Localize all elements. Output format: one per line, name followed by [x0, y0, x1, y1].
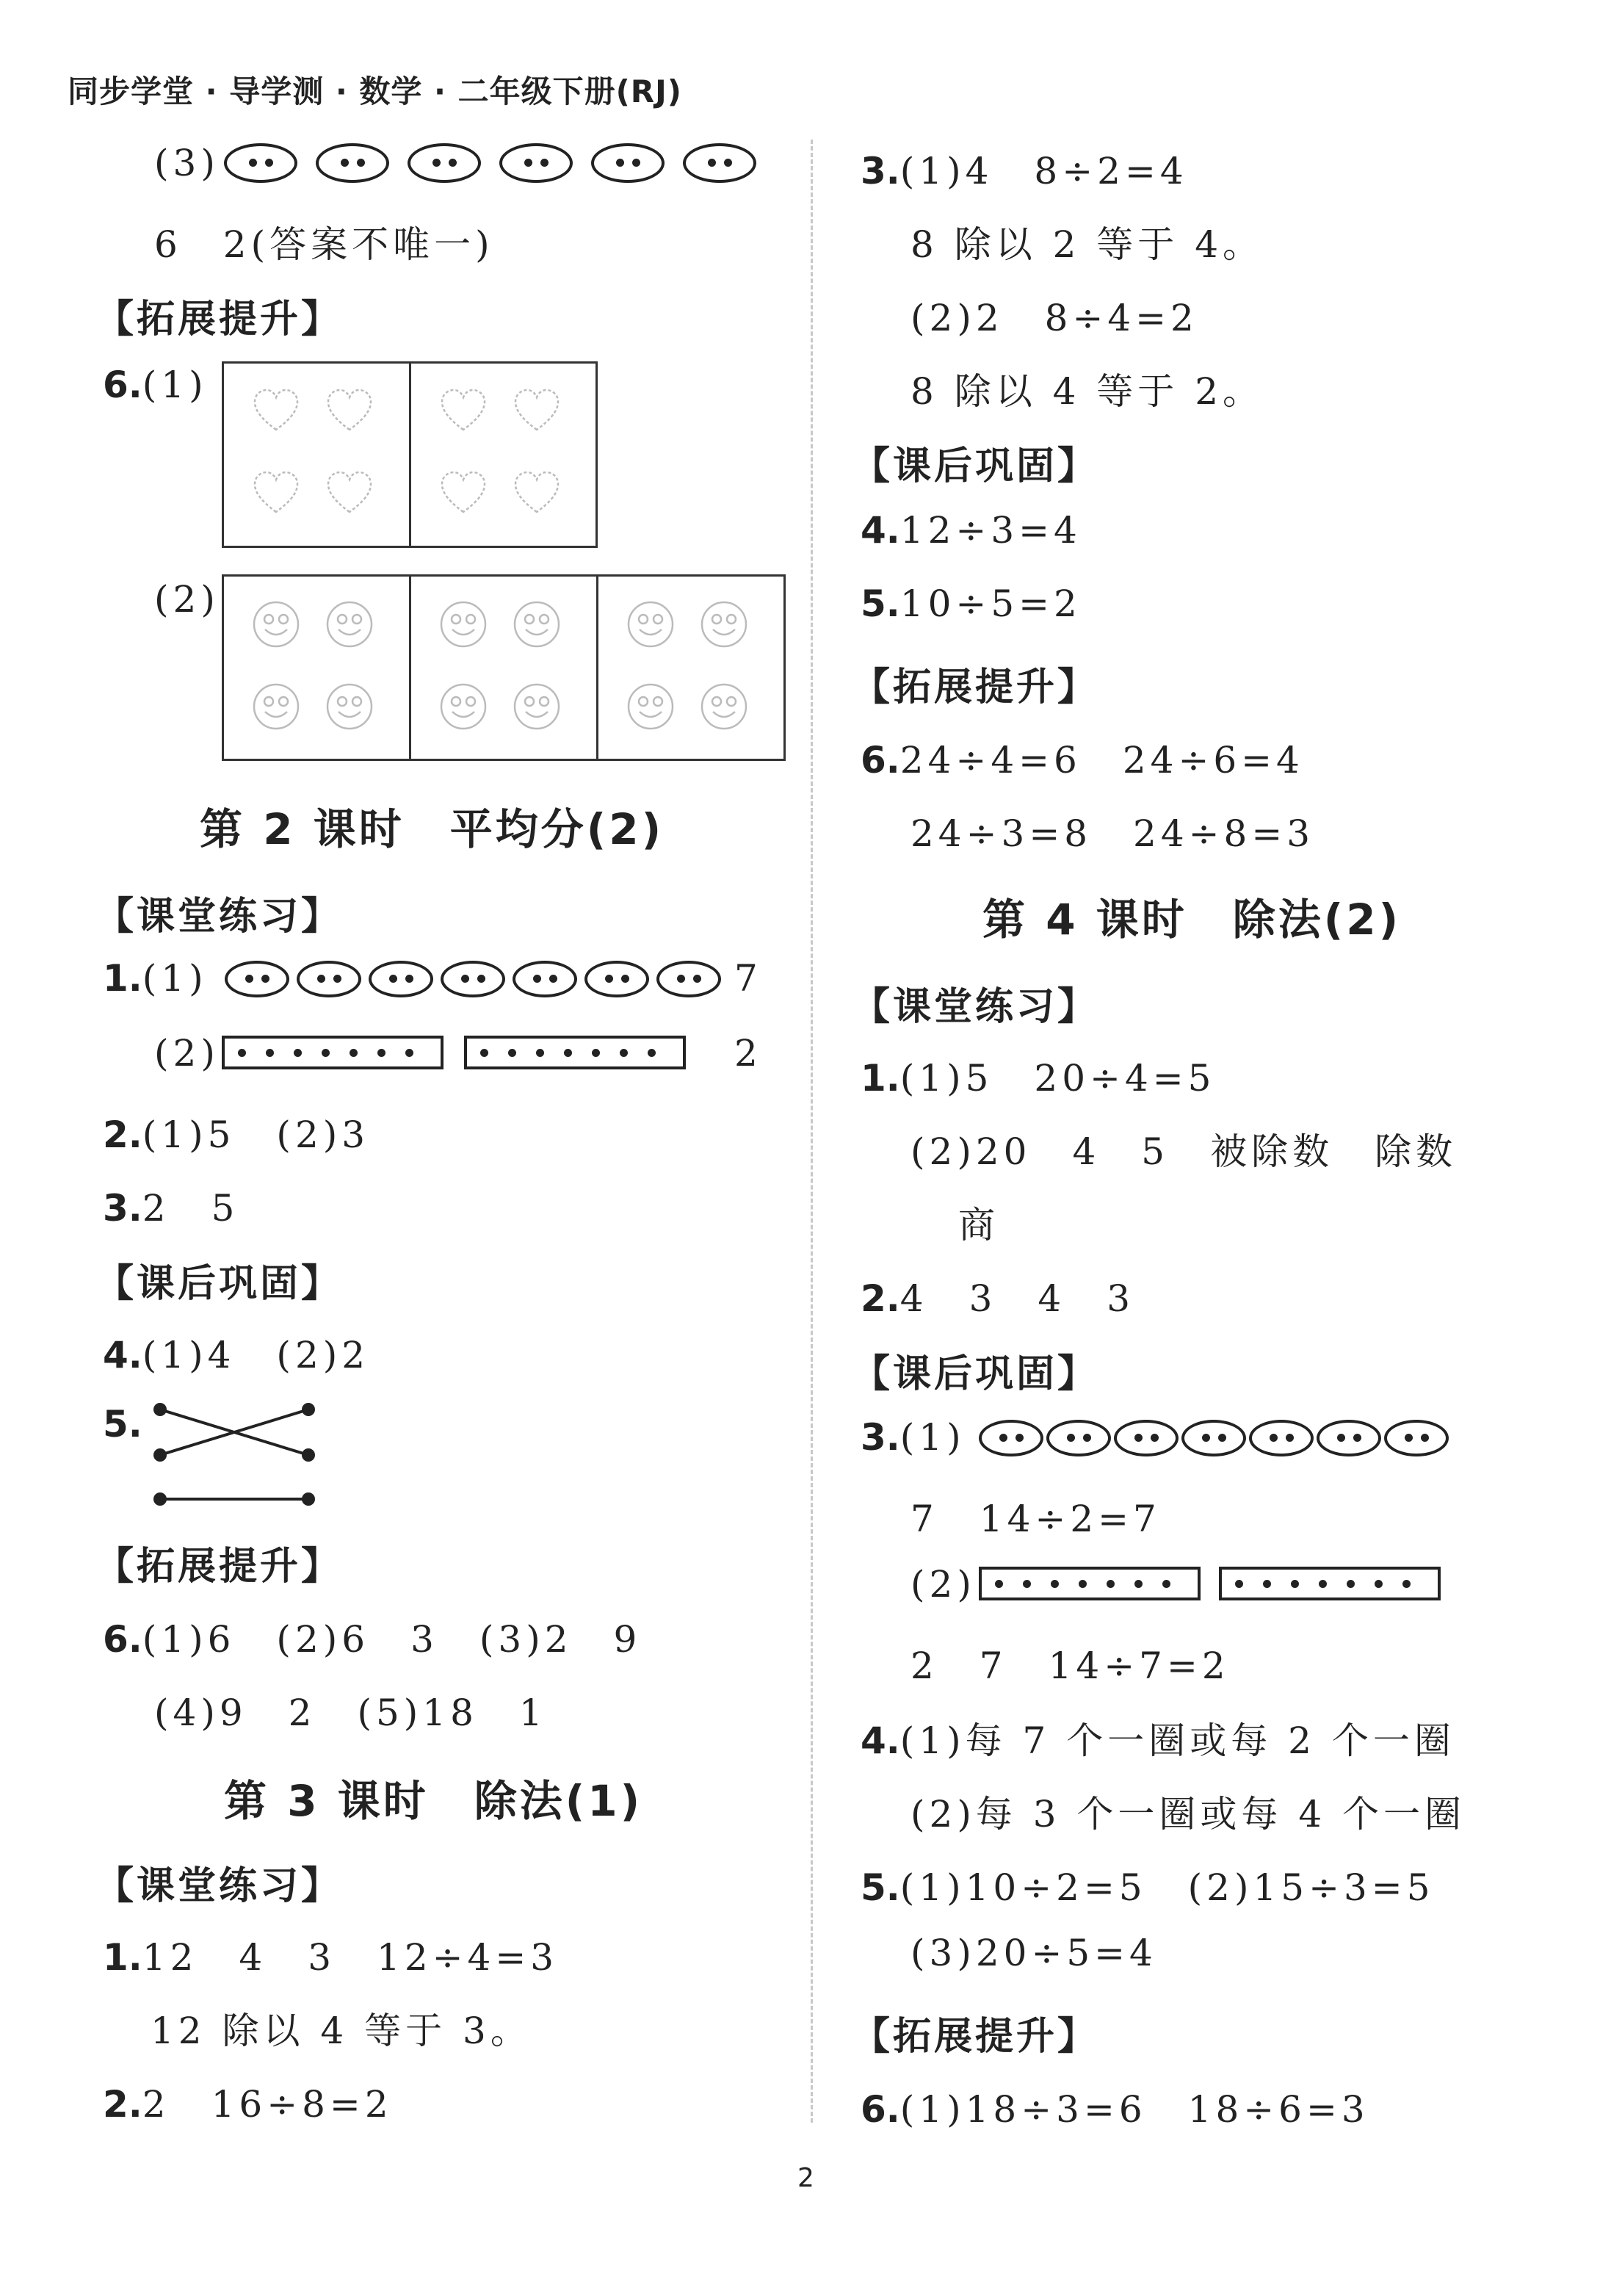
answer-value: 2 — [734, 1032, 762, 1075]
heart-icon — [438, 386, 489, 437]
answer-line: (2)2 8÷4=2 — [911, 297, 1198, 339]
dot-group-box — [464, 1036, 686, 1069]
question-number: 3.(1) — [861, 1416, 966, 1459]
matching-lines-diagram — [147, 1399, 323, 1509]
oval-dots-icon — [1181, 1420, 1246, 1456]
smiley-icon — [625, 681, 676, 732]
answer-line: 商 — [958, 1204, 999, 1246]
oval-dots-icon — [656, 961, 721, 997]
oval-dots-icon — [1384, 1420, 1449, 1456]
smiley-icon — [324, 681, 375, 732]
lesson-title: 第 3 课时 除法(1) — [224, 1776, 643, 1826]
smiley-icon — [625, 599, 676, 650]
answer-line: 24÷3=8 24÷8=3 — [911, 812, 1315, 855]
oval-dots-icon — [584, 961, 649, 997]
answer-line: 1.12 4 3 12÷4=3 — [103, 1936, 559, 1979]
heart-icon — [250, 386, 302, 437]
oval-dots-icon — [683, 143, 756, 183]
smiley-icon — [324, 599, 375, 650]
section-heading: 【课堂练习】 — [852, 985, 1099, 1029]
heart-icon — [438, 468, 489, 519]
dot-group-box — [222, 1036, 444, 1069]
smiley-icon — [698, 681, 750, 732]
running-header: 同步学堂 · 导学测 · 数学 · 二年级下册(RJ) — [68, 73, 682, 109]
oval-dots-icon — [408, 143, 481, 183]
oval-dots-icon — [1317, 1420, 1381, 1456]
oval-dots-icon — [1114, 1420, 1179, 1456]
oval-dots-icon — [979, 1420, 1043, 1456]
heart-icon — [324, 386, 375, 437]
smiley-icon — [511, 599, 562, 650]
answer-line: 5.(1)10÷2=5 (2)15÷3=5 — [861, 1866, 1435, 1909]
page-number: 2 — [797, 2163, 814, 2193]
answer-line: (2)每 3 个一圈或每 4 个一圈 — [911, 1793, 1466, 1835]
section-heading: 【课后巩固】 — [852, 444, 1099, 488]
answer-line: 8 除以 2 等于 4。 — [911, 223, 1264, 266]
answer-line: (2)20 4 5 被除数 除数 — [911, 1130, 1458, 1173]
oval-dots-icon — [297, 961, 361, 997]
answer-line: 6.(1)6 (2)6 3 (3)2 9 — [103, 1618, 642, 1661]
oval-dots-icon — [513, 961, 577, 997]
section-heading: 【课后巩固】 — [852, 1352, 1099, 1396]
smiley-icon — [438, 681, 489, 732]
oval-dots-icon — [369, 961, 433, 997]
dot-group-box — [979, 1567, 1201, 1600]
answer-line: 12 除以 4 等于 3。 — [151, 2010, 532, 2052]
answer-line: 3.(1)4 8÷2=4 — [861, 150, 1188, 192]
answer-line: 7 14÷2=7 — [911, 1498, 1161, 1540]
oval-dots-icon — [1046, 1420, 1111, 1456]
answer-line: 6.24÷4=6 24÷6=4 — [861, 739, 1304, 781]
answer-line: 4.(1)每 7 个一圈或每 2 个一圈 — [861, 1719, 1455, 1762]
answer-line: 2.(1)5 (2)3 — [103, 1113, 370, 1156]
smiley-grid — [222, 574, 786, 761]
question-number: 1.(1) — [103, 957, 208, 1000]
oval-dots-icon — [441, 961, 505, 997]
answer-line: 3.2 5 — [103, 1187, 239, 1230]
lesson-title: 第 2 课时 平均分(2) — [200, 804, 665, 854]
answer-value: 7 — [734, 957, 762, 1000]
heart-icon — [511, 386, 562, 437]
heart-icon — [250, 468, 302, 519]
smiley-icon — [511, 681, 562, 732]
smiley-icon — [438, 599, 489, 650]
heart-grid — [222, 361, 598, 548]
answer-line: 1.(1)5 20÷4=5 — [861, 1057, 1216, 1100]
heart-icon — [511, 468, 562, 519]
smiley-icon — [250, 599, 302, 650]
question-number: 5. — [103, 1403, 142, 1445]
lesson-title: 第 4 课时 除法(2) — [982, 895, 1402, 945]
sub-question-label: (2) — [154, 1032, 220, 1075]
sub-question-label: (2) — [154, 578, 220, 621]
smiley-icon — [250, 681, 302, 732]
dot-group-box — [1219, 1567, 1441, 1600]
section-heading: 【拓展提升】 — [852, 2015, 1099, 2059]
oval-dots-icon — [225, 961, 289, 997]
section-heading: 【拓展提升】 — [95, 1545, 343, 1589]
oval-dots-icon — [591, 143, 665, 183]
sub-question-label: (2) — [911, 1563, 976, 1606]
answer-line: 2.4 3 4 3 — [861, 1277, 1135, 1320]
section-heading: 【拓展提升】 — [852, 665, 1099, 710]
oval-dots-icon — [316, 143, 389, 183]
answer-line: (4)9 2 (5)18 1 — [154, 1692, 547, 1734]
oval-dots-icon — [499, 143, 573, 183]
heart-icon — [324, 468, 375, 519]
answer-line: (3)20÷5=4 — [911, 1932, 1157, 1974]
answer-line: 2 7 14÷7=2 — [911, 1645, 1230, 1687]
answer-line: 4.(1)4 (2)2 — [103, 1334, 370, 1376]
question-number: 6.(1) — [103, 364, 208, 406]
section-heading: 【拓展提升】 — [95, 297, 343, 342]
answer-line: 6.(1)18÷3=6 18÷6=3 — [861, 2088, 1369, 2131]
answer-line: 8 除以 4 等于 2。 — [911, 370, 1264, 413]
oval-dots-icon — [224, 143, 297, 183]
answer-line: 4.12÷3=4 — [861, 509, 1082, 552]
sub-question-label: (3) — [154, 142, 220, 184]
answer-line: 6 2(答案不唯一) — [154, 223, 494, 266]
section-heading: 【课堂练习】 — [95, 1864, 343, 1908]
answer-line: 5.10÷5=2 — [861, 582, 1082, 625]
section-heading: 【课堂练习】 — [95, 895, 343, 939]
section-heading: 【课后巩固】 — [95, 1262, 343, 1306]
oval-dots-icon — [1249, 1420, 1314, 1456]
answer-line: 2.2 16÷8=2 — [103, 2083, 393, 2126]
smiley-icon — [698, 599, 750, 650]
column-divider — [811, 140, 813, 2123]
